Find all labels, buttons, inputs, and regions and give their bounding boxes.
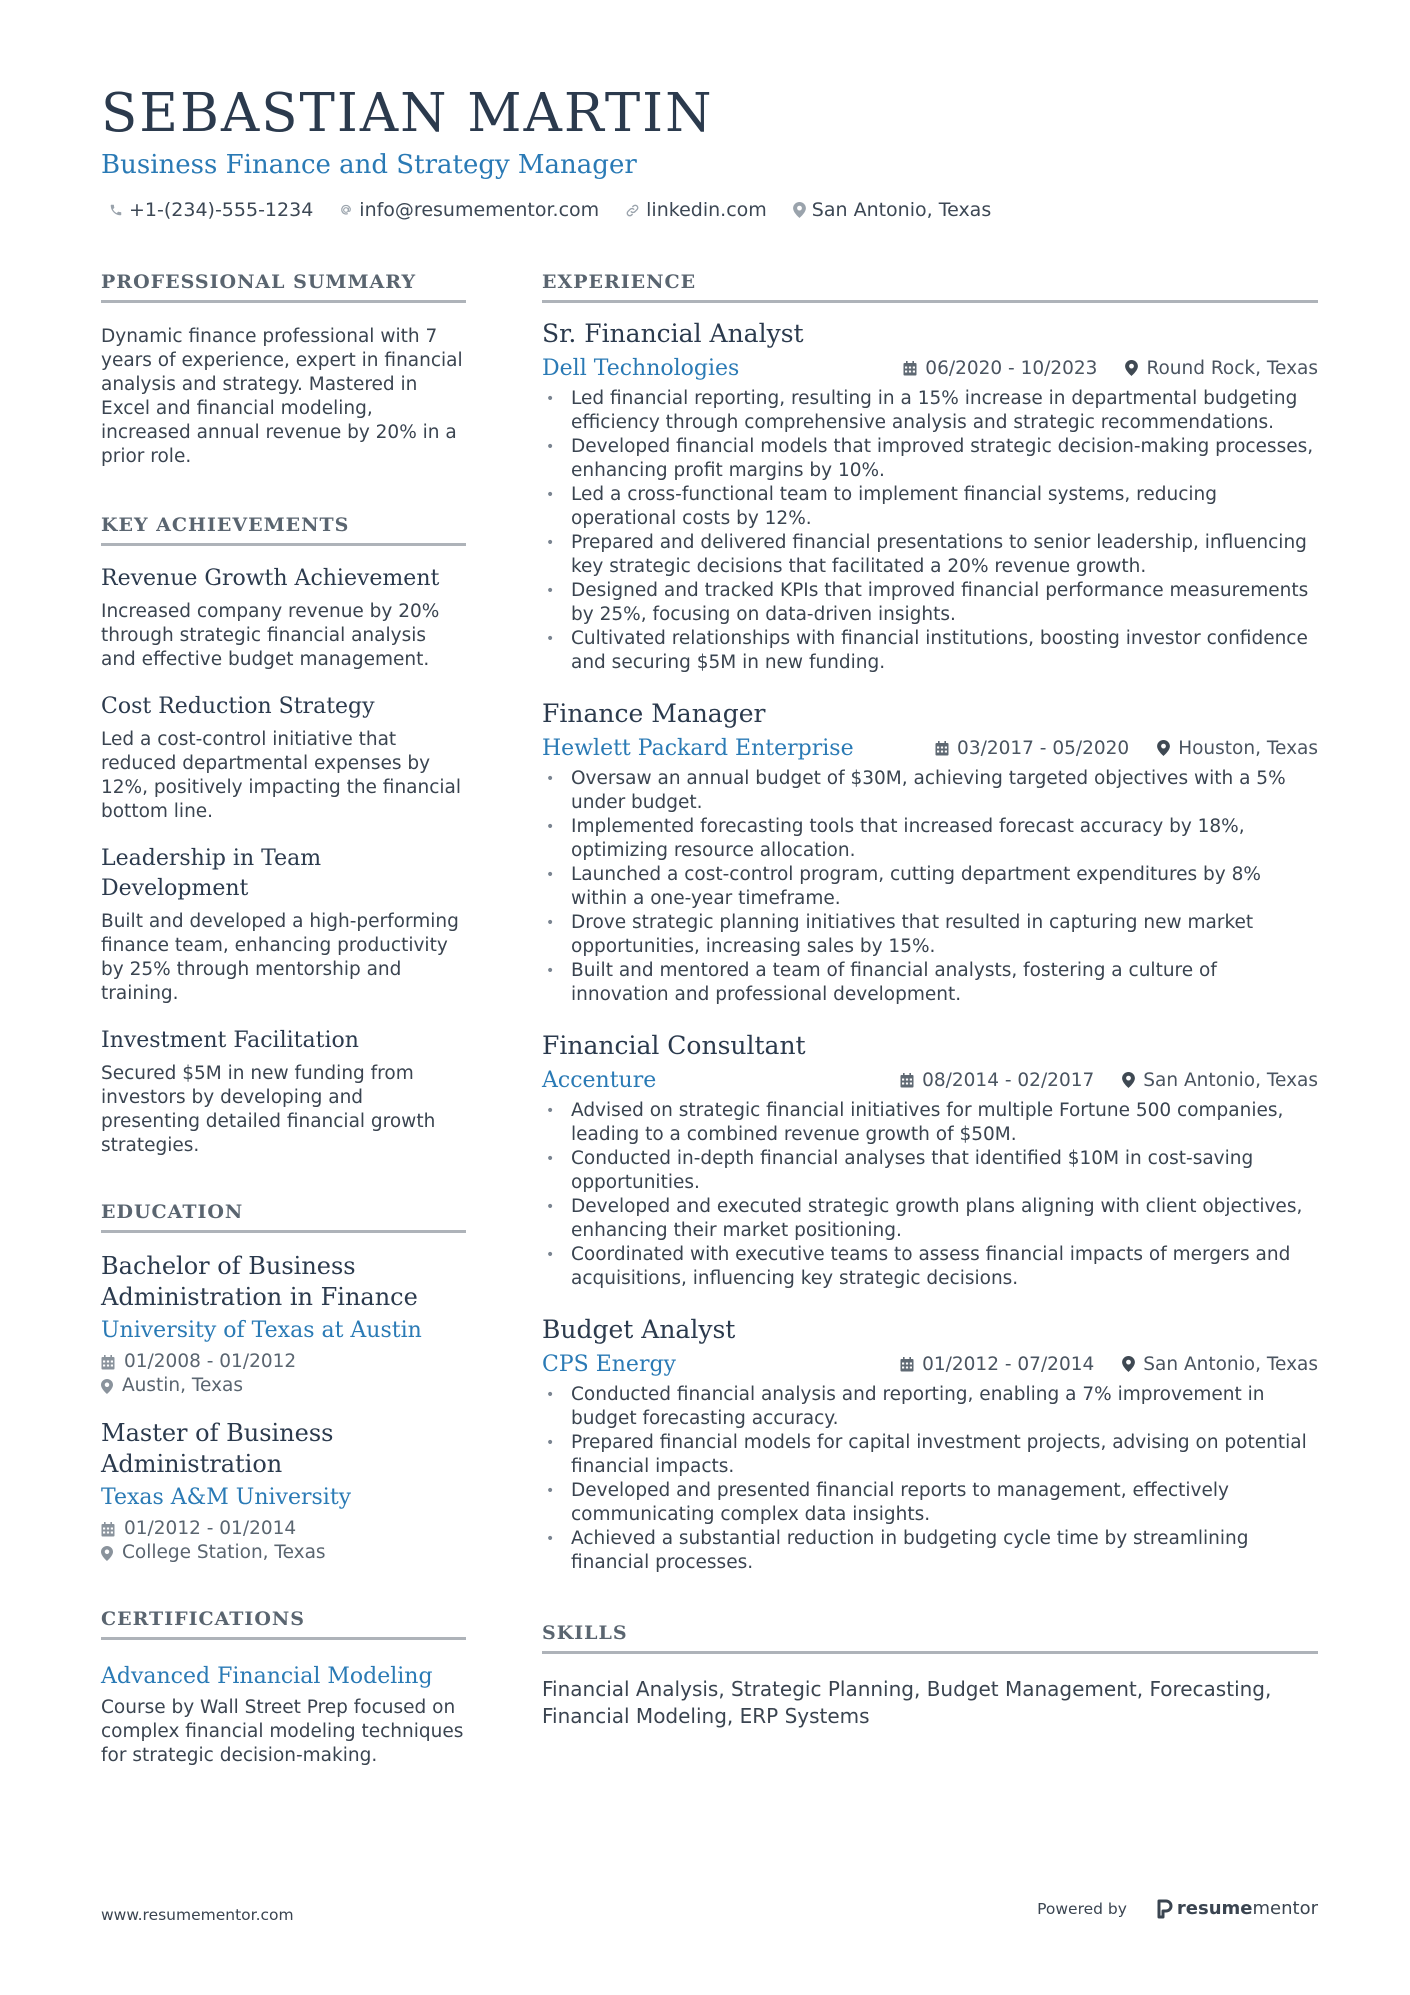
job-bullet: • Advised on strategic financial initiatives for multiple Fortune 500 companies, leading to a combined revenue growth of $50M. bbox=[542, 1099, 1318, 1147]
contact-bar bbox=[101, 196, 1321, 224]
contact-phone-text: +1-(234)-555-1234 bbox=[129, 199, 314, 221]
summary-heading: PROFESSIONAL SUMMARY bbox=[101, 268, 466, 303]
calendar-icon bbox=[101, 1522, 115, 1537]
job-bullets bbox=[542, 767, 1318, 1007]
location-pin-icon bbox=[101, 1379, 113, 1394]
job-meta-row bbox=[542, 351, 1318, 385]
experience-section bbox=[542, 268, 1318, 1575]
job-bullet: • Designed and tracked KPIs that improved financial performance measurements by 25%, focusing on data-driven insights. bbox=[542, 579, 1318, 627]
job-meta-row bbox=[542, 1347, 1318, 1381]
job-location bbox=[1157, 738, 1318, 759]
resume-header bbox=[101, 80, 1321, 224]
job-bullet: • Prepared and delivered financial presentations to senior leadership, influencing key strategic decisions that facilitated a 20% revenue growth. bbox=[542, 531, 1318, 579]
job-meta bbox=[900, 1354, 1318, 1375]
job-dates bbox=[935, 738, 1129, 759]
job-meta-row bbox=[542, 1063, 1318, 1097]
job-title: Budget Analyst bbox=[542, 1315, 736, 1344]
achievement-title: Revenue Growth Achievement bbox=[101, 566, 440, 591]
education-location-text: Austin, Texas bbox=[122, 1375, 244, 1396]
achievement-item bbox=[101, 564, 466, 672]
job-location-text: San Antonio, Texas bbox=[1143, 1353, 1318, 1375]
brand-logo[interactable] bbox=[1157, 1898, 1318, 1919]
education-location bbox=[101, 1541, 466, 1565]
job-location bbox=[1122, 1354, 1318, 1375]
job-bullet: • Implemented forecasting tools that increased forecast accuracy by 18%, optimizing resource allocation. bbox=[542, 815, 1318, 863]
job-bullets bbox=[542, 387, 1318, 675]
contact-phone[interactable] bbox=[109, 199, 313, 221]
certifications-heading: CERTIFICATIONS bbox=[101, 1605, 466, 1640]
job-bullet: • Conducted financial analysis and reporting, enabling a 7% improvement in budget forecasting accuracy. bbox=[542, 1383, 1318, 1431]
education-item bbox=[101, 1251, 466, 1398]
job-title: Financial Consultant bbox=[542, 1031, 806, 1060]
job-dates bbox=[900, 1070, 1094, 1091]
achievements-section bbox=[101, 511, 466, 1158]
skills-text: Financial Analysis, Strategic Planning, Budget Management, Forecasting, Financial Modeling, ERP Systems bbox=[542, 1677, 1272, 1728]
achievement-item bbox=[101, 692, 466, 824]
achievement-text: Led a cost-control initiative that reduced departmental expenses by 12%, positively impacting the financial bottom line. bbox=[101, 729, 462, 822]
contact-linkedin-text: linkedin.com bbox=[646, 199, 767, 221]
achievement-item bbox=[101, 1026, 466, 1158]
job-company: Hewlett Packard Enterprise bbox=[542, 735, 854, 761]
job-bullet: • Led a cross-functional team to implement financial systems, reducing operational costs by 12%. bbox=[542, 483, 1318, 531]
achievement-title: Investment Facilitation bbox=[101, 1028, 359, 1053]
brand-name-light: mentor bbox=[1252, 1898, 1318, 1919]
job-dates-text: 06/2020 - 10/2023 bbox=[925, 357, 1098, 379]
job-dates bbox=[900, 1354, 1094, 1375]
education-heading: EDUCATION bbox=[101, 1198, 466, 1233]
resumementor-logo-icon bbox=[1157, 1899, 1173, 1919]
education-dates-text: 01/2012 - 01/2014 bbox=[124, 1518, 297, 1539]
calendar-icon bbox=[101, 1355, 115, 1370]
brand-name-bold: resume bbox=[1176, 1898, 1253, 1919]
job-entry bbox=[542, 697, 1318, 1007]
job-title: Sr. Financial Analyst bbox=[542, 319, 804, 348]
achievement-title: Cost Reduction Strategy bbox=[101, 694, 375, 719]
job-location-text: Houston, Texas bbox=[1178, 737, 1318, 759]
job-meta-row bbox=[542, 731, 1318, 765]
education-degree: Bachelor of Business Administration in Finance bbox=[101, 1252, 418, 1311]
skills-section bbox=[542, 1619, 1318, 1730]
right-column bbox=[542, 268, 1318, 1730]
achievements-heading: KEY ACHIEVEMENTS bbox=[101, 511, 466, 546]
job-dates-text: 03/2017 - 05/2020 bbox=[957, 737, 1130, 759]
footer-website[interactable]: www.resumementor.com bbox=[101, 1906, 294, 1924]
calendar-icon bbox=[900, 1073, 914, 1088]
link-icon bbox=[625, 203, 640, 218]
certifications-section bbox=[101, 1605, 466, 1768]
contact-email-text: info@resumementor.com bbox=[359, 199, 600, 221]
certification-name: Advanced Financial Modeling bbox=[101, 1664, 433, 1689]
job-dates-text: 01/2012 - 07/2014 bbox=[922, 1353, 1095, 1375]
job-entry bbox=[542, 317, 1318, 675]
education-dates bbox=[101, 1350, 466, 1374]
candidate-headline: Business Finance and Strategy Manager bbox=[101, 150, 637, 180]
job-dates-text: 08/2014 - 02/2017 bbox=[922, 1069, 1095, 1091]
job-bullet: • Developed financial models that improved strategic decision-making processes, enhancing profit margins by 10%. bbox=[542, 435, 1318, 483]
contact-location bbox=[793, 199, 991, 221]
job-company: Accenture bbox=[542, 1067, 657, 1093]
education-section bbox=[101, 1198, 466, 1565]
job-company: Dell Technologies bbox=[542, 355, 740, 381]
job-bullets bbox=[542, 1383, 1318, 1575]
education-location bbox=[101, 1374, 466, 1398]
experience-heading: EXPERIENCE bbox=[542, 268, 1318, 303]
job-location-text: San Antonio, Texas bbox=[1143, 1069, 1318, 1091]
location-pin-icon bbox=[1125, 360, 1138, 376]
achievement-title: Leadership in Team Development bbox=[101, 846, 322, 901]
location-pin-icon bbox=[101, 1546, 113, 1561]
job-bullet: • Built and mentored a team of financial analysts, fostering a culture of innovation and professional development. bbox=[542, 959, 1318, 1007]
job-bullet: • Coordinated with executive teams to assess financial impacts of mergers and acquisitions, influencing key strategic decisions. bbox=[542, 1243, 1318, 1291]
education-dates-text: 01/2008 - 01/2012 bbox=[124, 1351, 297, 1372]
summary-text: Dynamic finance professional with 7 years of experience, expert in financial analysis and strategy. Mastered in Excel and financial modeling, increased annual revenue by 20% in a prior role. bbox=[101, 326, 463, 467]
job-bullet: • Drove strategic planning initiatives that resulted in capturing new market opportunities, increasing sales by 15%. bbox=[542, 911, 1318, 959]
job-bullet: • Developed and executed strategic growth plans aligning with client objectives, enhancing their market positioning. bbox=[542, 1195, 1318, 1243]
contact-email[interactable] bbox=[339, 199, 599, 221]
education-school: University of Texas at Austin bbox=[101, 1318, 422, 1343]
job-bullet: • Cultivated relationships with financial institutions, boosting investor confidence and securing $5M in new funding. bbox=[542, 627, 1318, 675]
job-bullet: • Oversaw an annual budget of $30M, achieving targeted objectives with a 5% under budget. bbox=[542, 767, 1318, 815]
job-company: CPS Energy bbox=[542, 1351, 676, 1377]
job-dates bbox=[903, 358, 1097, 379]
job-meta bbox=[935, 738, 1318, 759]
candidate-name: SEBASTIAN MARTIN bbox=[101, 83, 714, 144]
job-bullet: • Led financial reporting, resulting in a 15% increase in departmental budgeting efficiency through comprehensive analysis and strategic recommendations. bbox=[542, 387, 1318, 435]
job-bullet: • Launched a cost-control program, cutting department expenditures by 8% within a one-year timeframe. bbox=[542, 863, 1318, 911]
phone-icon bbox=[109, 203, 123, 217]
education-degree: Master of Business Administration bbox=[101, 1419, 334, 1478]
job-entry bbox=[542, 1029, 1318, 1291]
certification-text: Course by Wall Street Prep focused on complex financial modeling techniques for strategic decision-making. bbox=[101, 1697, 464, 1766]
job-title: Finance Manager bbox=[542, 699, 766, 728]
powered-by-label: Powered by bbox=[1037, 1899, 1127, 1918]
job-entry bbox=[542, 1313, 1318, 1575]
calendar-icon bbox=[900, 1357, 914, 1372]
skills-heading: SKILLS bbox=[542, 1619, 1318, 1654]
achievement-text: Built and developed a high-performing finance team, enhancing productivity by 25% through mentorship and training. bbox=[101, 911, 459, 1004]
job-bullet: • Achieved a substantial reduction in budgeting cycle time by streamlining financial processes. bbox=[542, 1527, 1318, 1575]
job-meta bbox=[903, 358, 1318, 379]
location-pin-icon bbox=[1122, 1072, 1135, 1088]
job-bullet: • Developed and presented financial reports to management, effectively communicating complex data insights. bbox=[542, 1479, 1318, 1527]
location-pin-icon bbox=[1157, 740, 1170, 756]
location-pin-icon bbox=[793, 202, 806, 218]
job-location bbox=[1122, 1070, 1318, 1091]
summary-section bbox=[101, 268, 466, 469]
location-pin-icon bbox=[1122, 1356, 1135, 1372]
at-icon bbox=[339, 203, 353, 217]
education-school: Texas A&M University bbox=[101, 1485, 352, 1510]
education-item bbox=[101, 1418, 466, 1565]
achievement-item bbox=[101, 844, 466, 1006]
calendar-icon bbox=[903, 361, 917, 376]
education-location-text: College Station, Texas bbox=[122, 1542, 326, 1563]
job-location-text: Round Rock, Texas bbox=[1146, 357, 1318, 379]
achievement-text: Increased company revenue by 20% through strategic financial analysis and effective budget management. bbox=[101, 601, 440, 670]
calendar-icon bbox=[935, 741, 949, 756]
job-bullets bbox=[542, 1099, 1318, 1291]
achievement-text: Secured $5M in new funding from investors by developing and presenting detailed financial growth strategies. bbox=[101, 1063, 436, 1156]
certification-item bbox=[101, 1662, 466, 1768]
job-bullet: • Prepared financial models for capital investment projects, advising on potential financial impacts. bbox=[542, 1431, 1318, 1479]
job-location bbox=[1125, 358, 1318, 379]
job-bullet: • Conducted in-depth financial analyses that identified $10M in cost-saving opportunities. bbox=[542, 1147, 1318, 1195]
left-column bbox=[101, 268, 466, 1768]
education-dates bbox=[101, 1517, 466, 1541]
job-meta bbox=[900, 1070, 1318, 1091]
contact-linkedin[interactable] bbox=[625, 199, 767, 221]
footer-brand bbox=[1037, 1898, 1318, 1919]
contact-location-text: San Antonio, Texas bbox=[811, 199, 992, 221]
